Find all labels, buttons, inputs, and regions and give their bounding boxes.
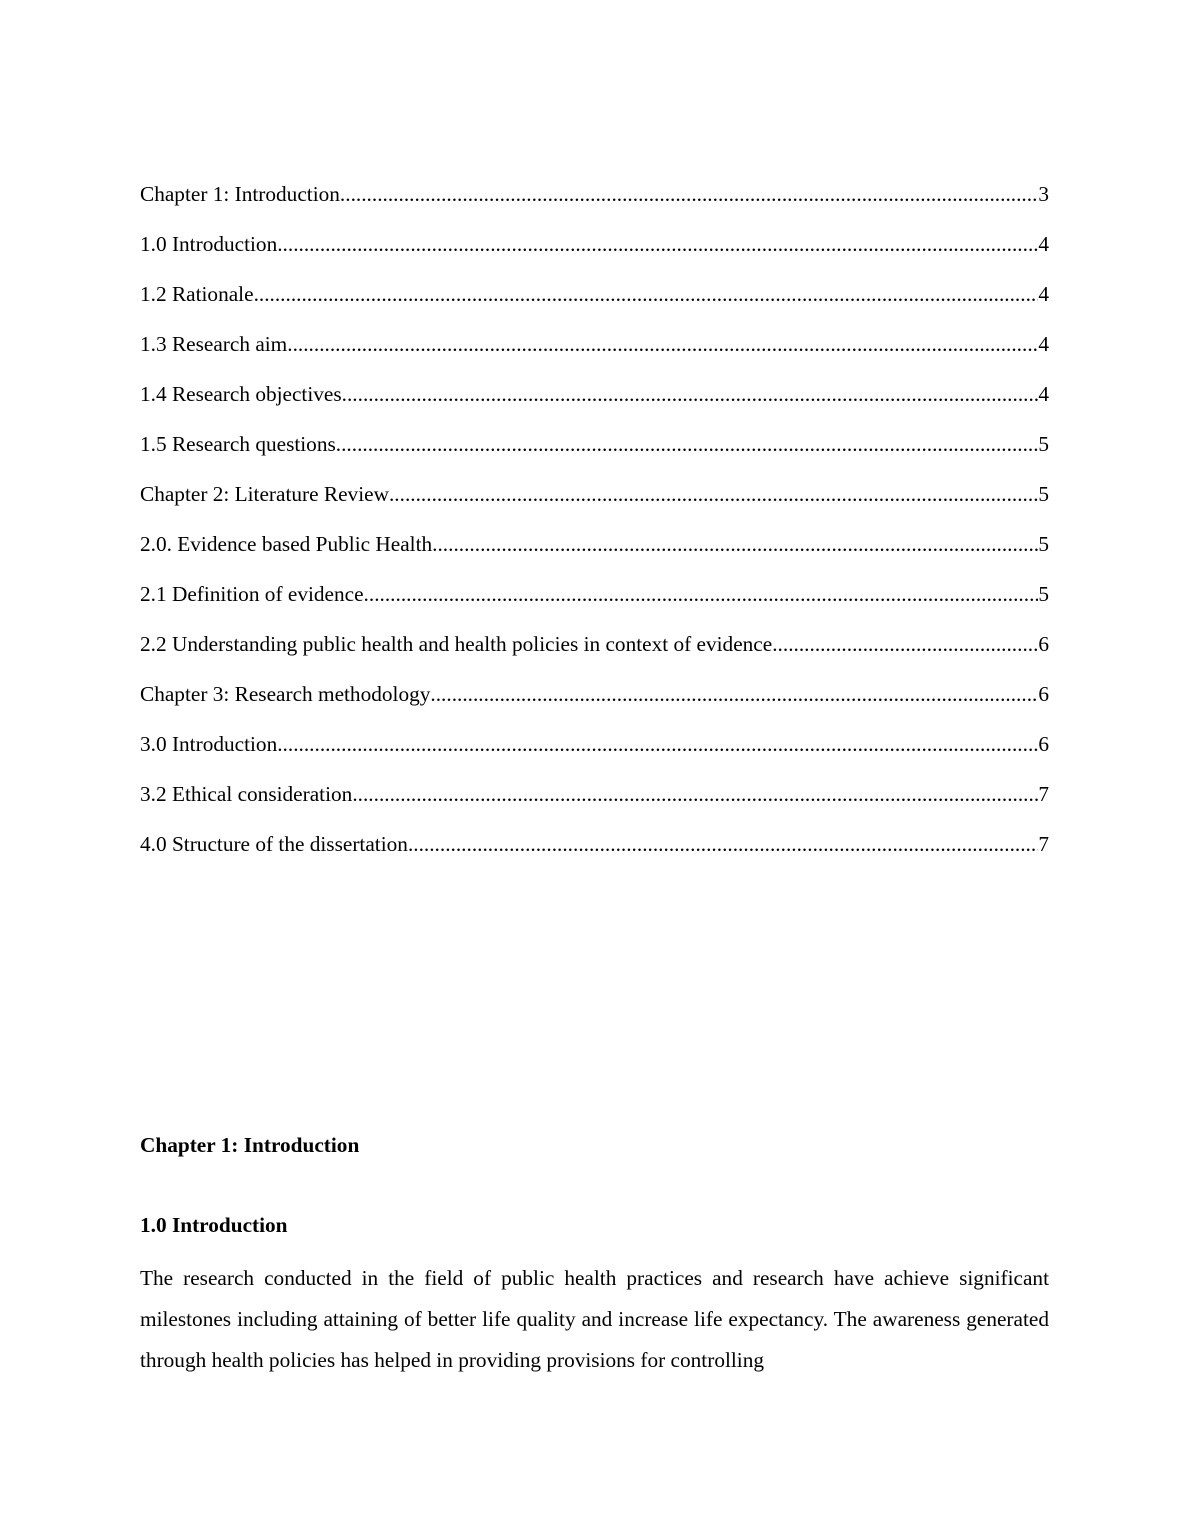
toc-entry-chapter-2[interactable] bbox=[140, 478, 1049, 528]
toc-entry-title: Chapter 2: Literature Review bbox=[140, 482, 389, 506]
toc-entry-page: 6 bbox=[1038, 632, 1049, 656]
toc-dot-leader bbox=[287, 328, 1038, 361]
toc-entry-3-2[interactable] bbox=[140, 778, 1049, 828]
toc-entry-page: 5 bbox=[1038, 582, 1049, 606]
toc-entry-title: 4.0 Structure of the dissertation bbox=[140, 832, 408, 856]
toc-entry-page: 5 bbox=[1038, 482, 1049, 506]
toc-entry-1-2[interactable] bbox=[140, 278, 1049, 328]
toc-entry-3-0[interactable] bbox=[140, 728, 1049, 778]
toc-dot-leader bbox=[389, 478, 1038, 511]
toc-entry-chapter-1[interactable] bbox=[140, 178, 1049, 228]
toc-entry-page: 4 bbox=[1038, 332, 1049, 356]
toc-entry-page: 7 bbox=[1038, 782, 1049, 806]
toc-entry-2-2[interactable] bbox=[140, 628, 1049, 678]
toc-entry-2-1[interactable] bbox=[140, 578, 1049, 628]
toc-entry-4-0[interactable] bbox=[140, 828, 1049, 878]
toc-entry-1-4[interactable] bbox=[140, 378, 1049, 428]
toc-dot-leader bbox=[364, 578, 1039, 611]
toc-entry-page: 5 bbox=[1038, 532, 1049, 556]
toc-entry-1-0[interactable] bbox=[140, 228, 1049, 278]
body-paragraph: The research conducted in the field of public health practices and research have achieve significant milestones including attaining of better life quality and increase life expectancy. The awareness generated through health policies has helped in providing provisions for controlling bbox=[140, 1266, 1049, 1372]
toc-entry-1-5[interactable] bbox=[140, 428, 1049, 478]
toc-dot-leader bbox=[772, 628, 1038, 661]
toc-entry-page: 4 bbox=[1038, 382, 1049, 406]
toc-entry-2-0[interactable] bbox=[140, 528, 1049, 578]
toc-entry-1-3[interactable] bbox=[140, 328, 1049, 378]
toc-dot-leader bbox=[277, 728, 1038, 761]
toc-dot-leader bbox=[254, 278, 1039, 311]
toc-dot-leader bbox=[340, 178, 1038, 211]
toc-entry-title: Chapter 1: Introduction bbox=[140, 182, 340, 206]
toc-entry-page: 7 bbox=[1038, 832, 1049, 856]
toc-entry-title: 1.2 Rationale bbox=[140, 282, 254, 306]
toc-dot-leader bbox=[277, 228, 1038, 261]
section-heading: 1.0 Introduction bbox=[140, 1213, 288, 1237]
toc-dot-leader bbox=[336, 428, 1039, 461]
toc-entry-title: 1.0 Introduction bbox=[140, 232, 278, 256]
toc-entry-title: 1.4 Research objectives bbox=[140, 382, 342, 406]
toc-entry-title: 3.0 Introduction bbox=[140, 732, 278, 756]
toc-entry-title: 3.2 Ethical consideration bbox=[140, 782, 353, 806]
toc-entry-title: 1.5 Research questions bbox=[140, 432, 336, 456]
toc-entry-page: 3 bbox=[1038, 182, 1049, 206]
toc-entry-title: 2.0. Evidence based Public Health bbox=[140, 532, 433, 556]
toc-entry-page: 4 bbox=[1038, 282, 1049, 306]
table-of-contents bbox=[140, 178, 1049, 878]
toc-dot-leader bbox=[408, 828, 1038, 861]
toc-entry-page: 5 bbox=[1038, 432, 1049, 456]
toc-dot-leader bbox=[432, 528, 1038, 561]
toc-dot-leader bbox=[430, 678, 1038, 711]
toc-entry-page: 6 bbox=[1038, 732, 1049, 756]
toc-entry-title: Chapter 3: Research methodology bbox=[140, 682, 431, 706]
toc-dot-leader bbox=[342, 378, 1039, 411]
toc-entry-chapter-3[interactable] bbox=[140, 678, 1049, 728]
toc-entry-title: 2.2 Understanding public health and health policies in context of evidence bbox=[140, 632, 773, 656]
toc-dot-leader bbox=[352, 778, 1038, 811]
toc-entry-title: 2.1 Definition of evidence bbox=[140, 582, 364, 606]
toc-entry-page: 4 bbox=[1038, 232, 1049, 256]
chapter-heading: Chapter 1: Introduction bbox=[140, 1133, 360, 1157]
toc-entry-title: 1.3 Research aim bbox=[140, 332, 288, 356]
toc-entry-page: 6 bbox=[1038, 682, 1049, 706]
